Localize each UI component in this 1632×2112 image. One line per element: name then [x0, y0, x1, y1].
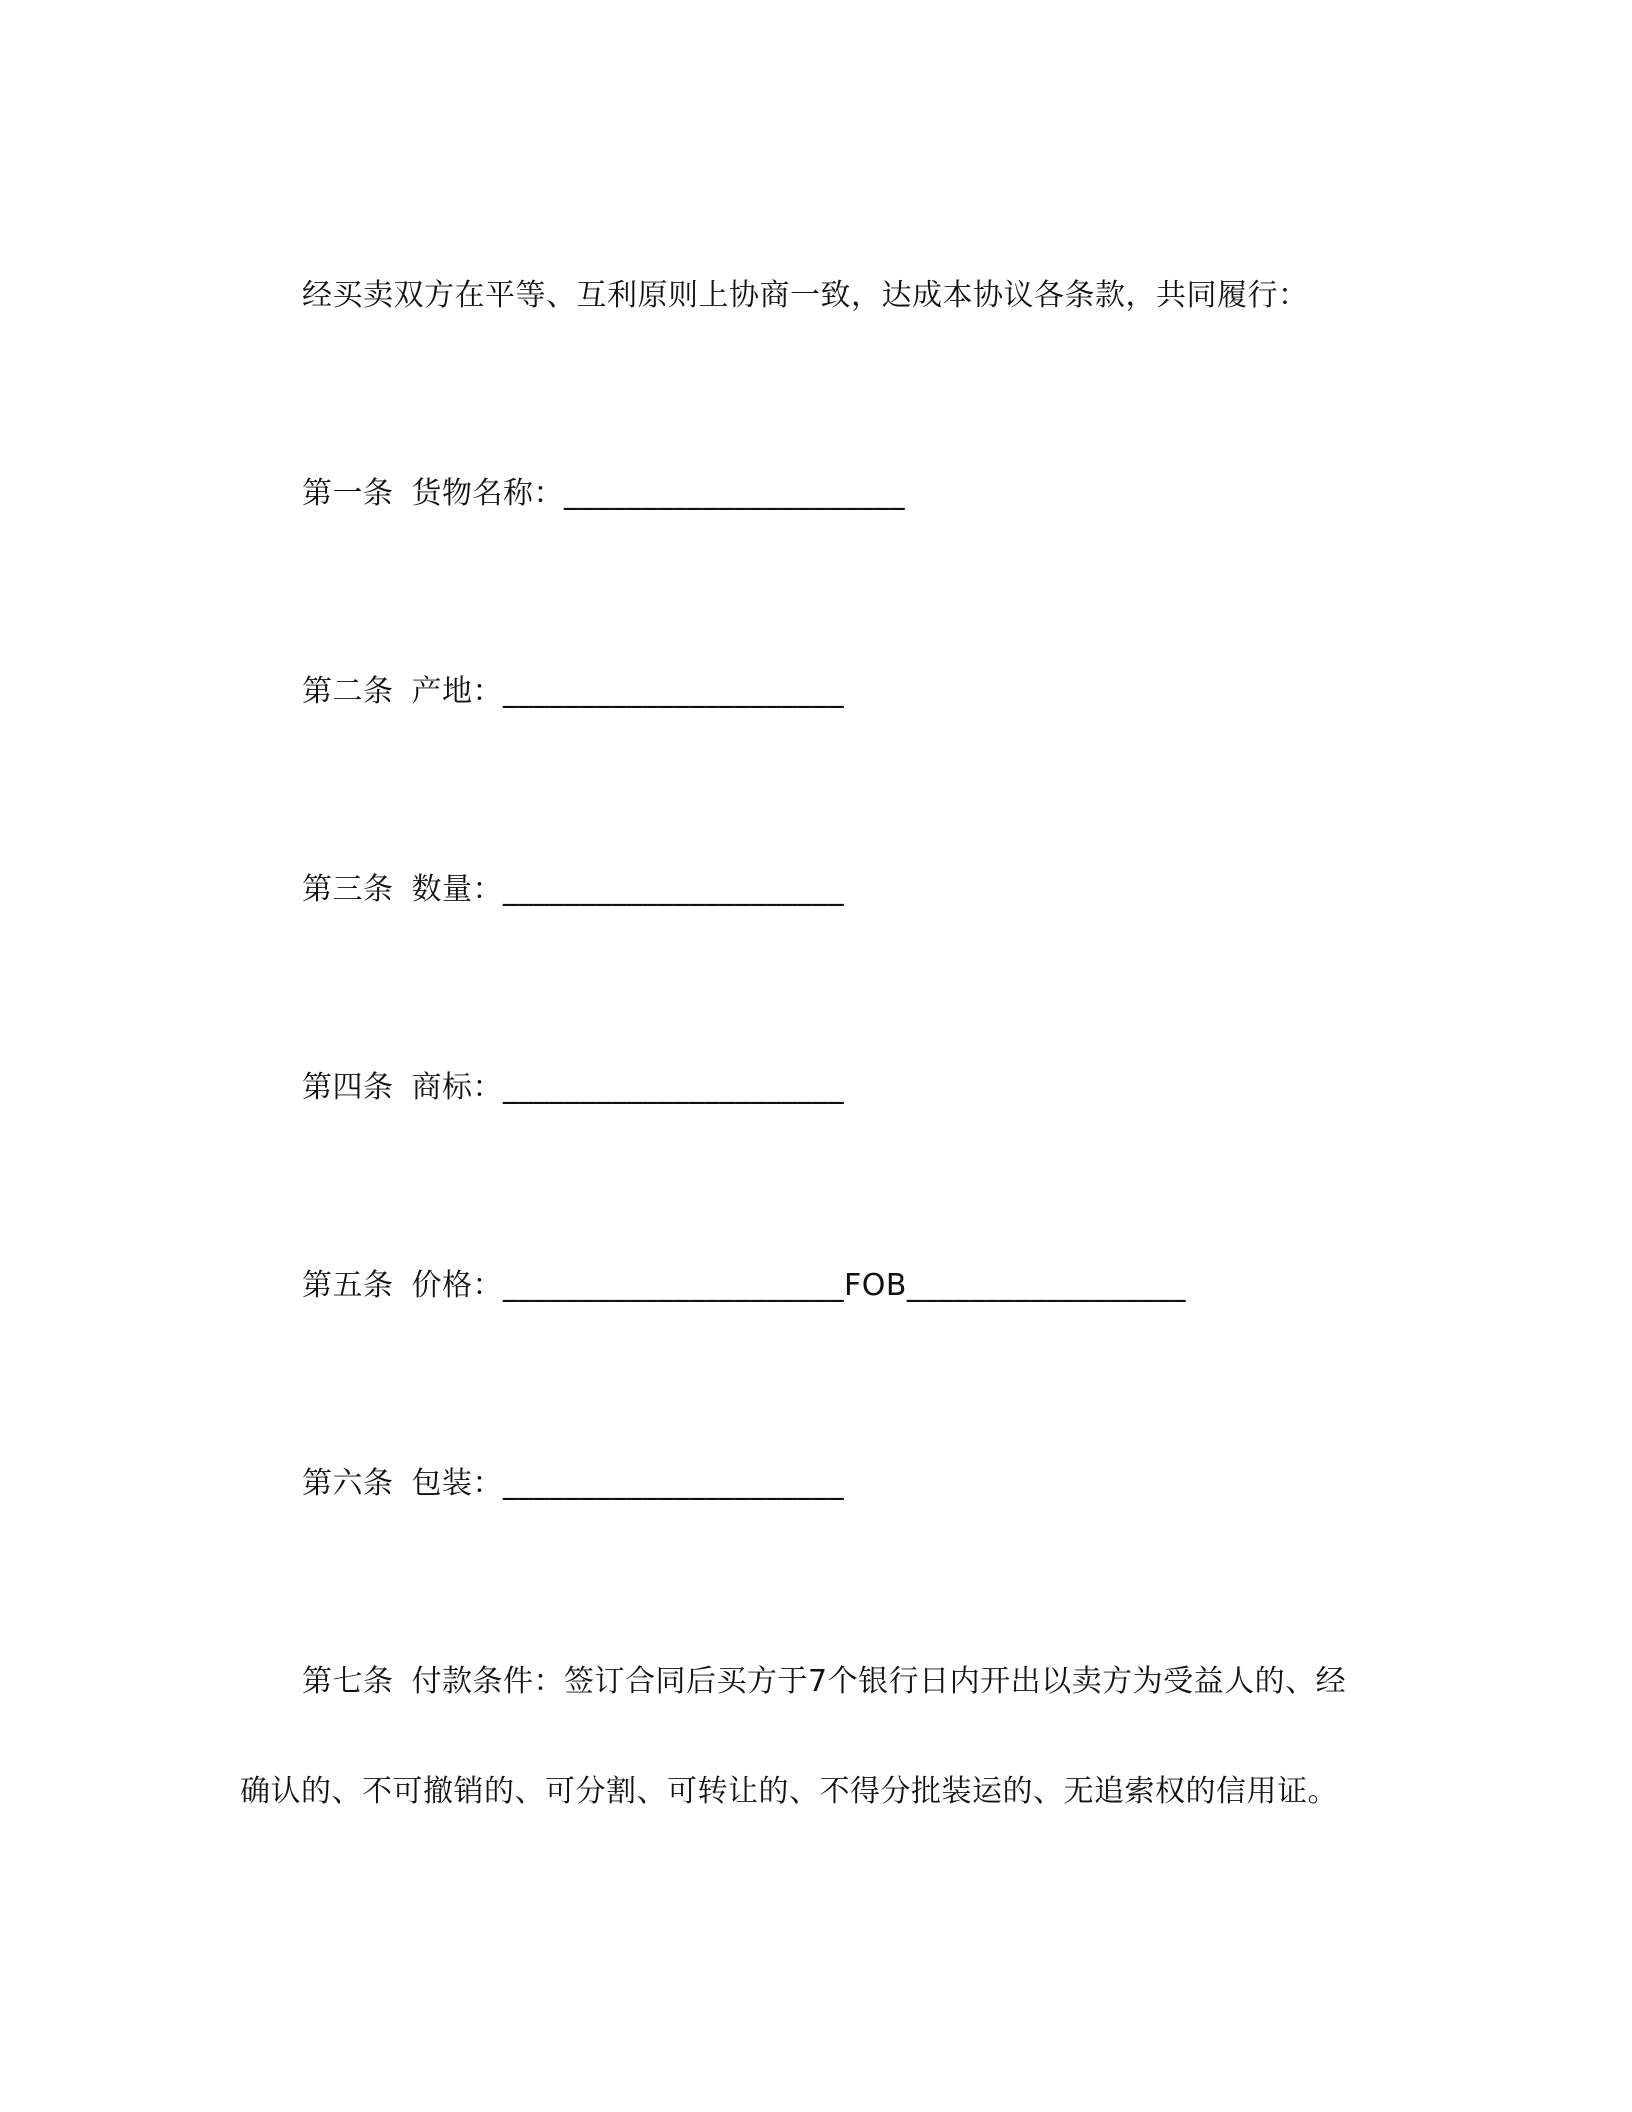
article-number: 第四条 [302, 1070, 394, 1105]
article-2 [302, 672, 844, 712]
article-4 [302, 1068, 844, 1108]
article-6 [302, 1464, 844, 1504]
article-text: 付款条件：签订合同后买方于7个银行日内开出以卖方为受益人的、经 [411, 1664, 1347, 1699]
article-7 [302, 1662, 1346, 1702]
article-number: 第一条 [302, 476, 394, 511]
article-text: 商标：______________________ [411, 1070, 844, 1105]
article-text: 价格：______________________FOB__________________ [411, 1268, 1186, 1303]
article-5 [302, 1266, 1186, 1306]
article-text: 数量：______________________ [411, 872, 844, 907]
article-number: 第五条 [302, 1268, 394, 1303]
article-text: 产地：______________________ [411, 674, 844, 709]
article-7-continuation [240, 1772, 1338, 1812]
article-number: 第六条 [302, 1466, 394, 1501]
intro-text: 经买卖双方在平等、互利原则上协商一致，达成本协议各条款，共同履行： [302, 278, 1309, 313]
article-3 [302, 870, 844, 910]
intro-paragraph [302, 276, 1309, 316]
article-number: 第七条 [302, 1664, 394, 1699]
article-text: 货物名称：______________________ [411, 476, 905, 511]
continuation-text: 确认的、不可撤销的、可分割、可转让的、不得分批装运的、无追索权的信用证。 [240, 1774, 1338, 1809]
article-number: 第三条 [302, 872, 394, 907]
article-1 [302, 474, 905, 514]
article-text: 包装：______________________ [411, 1466, 844, 1501]
article-number: 第二条 [302, 674, 394, 709]
